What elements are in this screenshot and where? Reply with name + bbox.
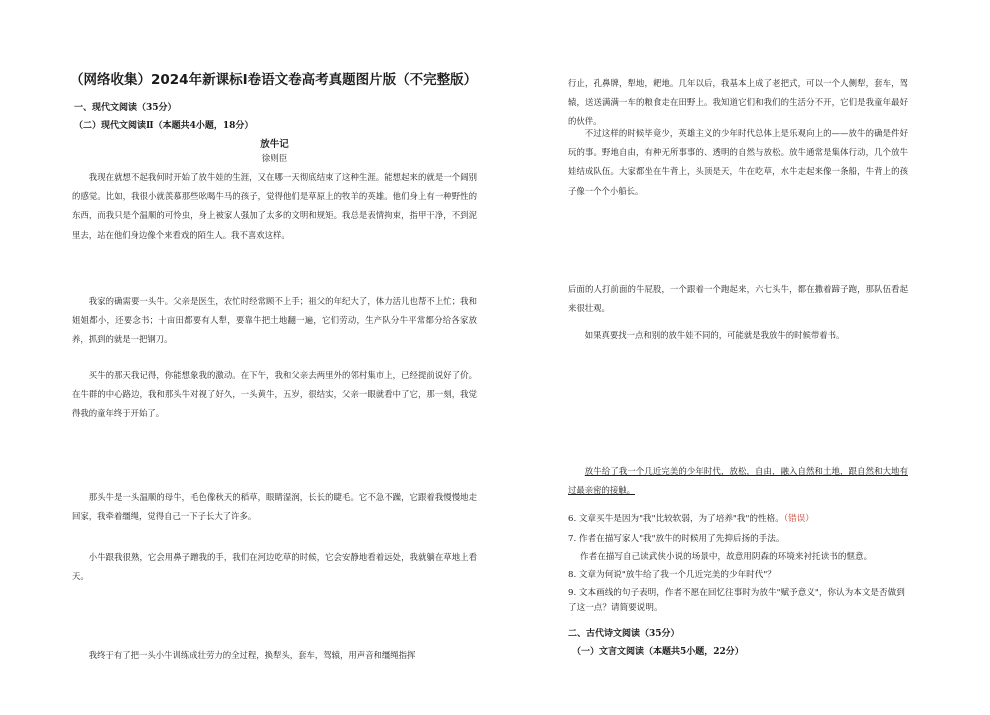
- subsection-heading-2: （一）文言文阅读（本题共5小题，22分）: [572, 647, 744, 657]
- paragraph: 不过这样的时候毕竟少，英雄主义的少年时代总体上是乐观向上的——放牛的确是件好玩的事。野地自由，有种无所事事的、透明的自然与放松。放牛通常是集体行动，几个放牛娃结成队伍。大家都坐在牛背上，头顶是天，牛在吃草，水牛走起来像一条船，牛背上的孩子像一个个小船长。: [568, 128, 908, 196]
- paragraph: 如果真要找一点和别的放牛娃不同的，可能就是我放牛的时候带着书。: [584, 330, 845, 340]
- paragraph: 我现在就想不起我何时开始了放牛娃的生涯，又在哪一天彻底结束了这种生涯。能想起来的就是一个阔别的感觉。比如，我很小就羡慕那些吆喝牛马的孩子，觉得他们是草原上的牧羊的英雄。他们身上有一种野性的东西，而我只是个温顺的可怜虫，身上被家人强加了太多的文明和规矩。我总是表情拘束，指甲干净，不到泥里去，站在他们身边像个来看戏的陌生人。我不喜欢这样。: [72, 172, 477, 240]
- question-6: [568, 512, 908, 527]
- story-title: 放牛记: [260, 139, 289, 150]
- paragraph: 买牛的那天我记得，你能想象我的激动。在下午，我和父亲去两里外的邻村集市上，已经提前说好了价。在牛群的中心路边，我和那头牛对视了好久，一头黄牛，五岁，很结实，父亲一眼就看中了它，那一刻，我觉得我的童年终于开始了。: [72, 370, 477, 419]
- paragraph: 小牛跟我很熟，它会用鼻子蹭我的手，我们在河边吃草的时候，它会安静地看着远处，我就躺在草地上看天。: [72, 552, 477, 582]
- question-8: 8. 文章为何说"放牛给了我一个几近完美的少年时代"？: [568, 570, 776, 580]
- paragraph: 我家的确需要一头牛。父亲是医生，农忙时经常顾不上手；祖父的年纪大了，体力活儿也帮不上忙；我和姐姐都小，还要念书；十亩田都要有人犁，要靠牛把土地翻一遍，它们劳动，生产队分牛平常都分给各家放养，抓到的就是一把钢刀。: [72, 296, 477, 345]
- question-7-answer: 作者在描写自己读武侠小说的场景中，故意用阴森的环境来衬托读书的惬意。: [580, 552, 873, 562]
- question-7: 7. 作者在描写家人"我"放牛的时候用了先抑后扬的手法。: [568, 534, 785, 544]
- story-author: 徐则臣: [261, 154, 288, 164]
- paragraph: 那头牛是一头温顺的母牛，毛色像秋天的稻草，眼睛湿润，长长的睫毛。它不急不躁，它跟着我慢慢地走回家，我牵着缰绳，觉得自己一下子长大了许多。: [72, 492, 477, 522]
- paragraph: 我终于有了把一头小牛训练成壮劳力的全过程，换犁头，套车，驾辕，用声音和缰绳指挥: [88, 650, 416, 660]
- document-title: （网络收集）2024年新课标Ⅰ卷语文卷高考真题图片版（不完整版）: [70, 72, 478, 88]
- question-6-text: 6. 文章买牛是因为"我"比较软弱，为了培养"我"的性格。: [568, 514, 784, 524]
- section-heading-2: 二、古代诗文阅读（35分）: [568, 629, 680, 639]
- subsection-heading: （二）现代文阅读Ⅱ（本题共4小题，18分）: [74, 121, 254, 131]
- question-9: 9. 文本画线的句子表明，作者不愿在回忆往事时为放牛"赋予意义"，你认为本文是否做到了这一点？请简要说明。: [568, 588, 905, 613]
- paragraph: 行止，孔鼻牌，犁地，耙地。几年以后，我基本上成了老把式，可以一个人侧犁，套车，驾辕，送送满满一车的粮食走在田野上。我知道它们和我们的生活分不开，它们是我童年最好的伙伴。: [568, 78, 908, 127]
- section-heading: 一、现代文阅读（35分）: [74, 103, 177, 113]
- paragraph: 后面的人打前面的牛屁股，一个跟着一个跑起来，六七头牛，都在撒着蹄子跑，那队伍看起来很壮观。: [568, 284, 908, 314]
- question-6-note: （错误）: [783, 514, 814, 524]
- underlined-paragraph: 放牛给了我一个几近完美的少年时代，放松，自由，融入自然和土地，跟自然和大地有过最亲密的接触。: [568, 466, 908, 496]
